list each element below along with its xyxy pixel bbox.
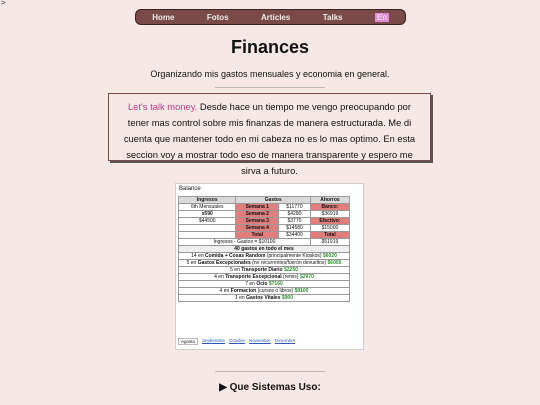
cell: $34400 bbox=[279, 232, 311, 239]
count: 14 en bbox=[191, 253, 206, 259]
tab-diciembre[interactable]: Diciembre bbox=[274, 338, 296, 343]
nav-home[interactable]: Home bbox=[152, 12, 175, 22]
table-row bbox=[179, 288, 350, 295]
net-balance: Ingresos - Gastos = $10100 bbox=[179, 239, 311, 246]
tab-octubre[interactable]: Octubre bbox=[229, 338, 246, 343]
divider bbox=[215, 371, 325, 372]
category: Gastos Excepcionales bbox=[197, 260, 251, 266]
cell: $44500 bbox=[179, 218, 236, 225]
count: 4 en bbox=[214, 274, 226, 280]
cell: 6th Mensuales bbox=[179, 204, 236, 211]
table-row bbox=[179, 218, 350, 225]
nav-articles[interactable]: Articles bbox=[260, 12, 291, 22]
top-nav bbox=[136, 10, 405, 24]
amount: $6000 bbox=[327, 260, 342, 266]
note: (no recurrentes/fuerón devueltos) bbox=[250, 260, 328, 266]
category: Gastos Vitales bbox=[246, 295, 281, 301]
cell: Semana 3 bbox=[236, 218, 279, 225]
divider bbox=[215, 87, 325, 88]
intro-accent: Let's talk money. bbox=[127, 101, 198, 112]
header-gastos: Gastos bbox=[236, 197, 310, 204]
tab-agosto[interactable]: Agosto bbox=[178, 338, 198, 345]
note: (principalmente Kioskos) bbox=[265, 253, 323, 259]
count: 5 en bbox=[186, 260, 198, 266]
cell: Semana 1 bbox=[236, 204, 279, 211]
table-row bbox=[179, 225, 350, 232]
net-total: $51919 bbox=[310, 239, 349, 246]
cell bbox=[179, 232, 236, 239]
intro-text: Desde hace un tiempo me vengo preocupando por tener mas control sobre mis finanzas de manera estructurada. Me di cuenta que mantener todo en mi cabeza no es lo mas optimo. En esta seccion voy a mostrar todo eso de manera transparente y espero me sirva a futuro. bbox=[123, 101, 416, 176]
table-row bbox=[179, 281, 350, 288]
page-title: Finances bbox=[230, 37, 310, 57]
amount: $2250 bbox=[284, 267, 298, 273]
count: 5 en bbox=[230, 267, 242, 273]
tab-noviembre[interactable]: Noviembre bbox=[249, 338, 271, 343]
nav-talks[interactable]: Talks bbox=[322, 12, 343, 22]
table-row bbox=[179, 253, 350, 260]
cell: Total bbox=[236, 232, 279, 239]
cell: Efectivo: bbox=[310, 218, 349, 225]
nav-language-toggle[interactable]: En bbox=[377, 12, 387, 22]
cell: $3770 bbox=[279, 218, 311, 225]
note: (remis) bbox=[281, 274, 300, 280]
note: (cursos o libros) bbox=[256, 288, 295, 294]
cell: Total bbox=[310, 232, 349, 239]
count: 1 en bbox=[234, 295, 247, 301]
amount: $9100 bbox=[294, 288, 309, 294]
table-row bbox=[179, 260, 350, 267]
table-row bbox=[179, 274, 350, 281]
table-row bbox=[179, 267, 350, 274]
tab-septiembre[interactable]: Septiembre bbox=[202, 338, 226, 343]
cell: $4280 bbox=[279, 211, 311, 218]
count: 4 en bbox=[219, 288, 231, 294]
sheet-tabs bbox=[178, 338, 295, 345]
cell: $36919 bbox=[310, 211, 349, 218]
sheet-title: Balance bbox=[179, 186, 201, 192]
amount: $2970 bbox=[299, 274, 314, 280]
table-row bbox=[179, 295, 350, 302]
table-row bbox=[179, 232, 350, 239]
header-ahorros: Ahorros bbox=[310, 197, 349, 204]
cell: $11770 bbox=[279, 204, 311, 211]
category: Ocio bbox=[256, 281, 268, 287]
amount: $900 bbox=[281, 295, 293, 301]
count: 7 en bbox=[245, 281, 257, 287]
cell: $14580 bbox=[279, 225, 311, 232]
category: Formacion bbox=[230, 288, 257, 294]
nav-fotos[interactable]: Fotos bbox=[206, 12, 229, 22]
cell bbox=[179, 225, 236, 232]
amount: $6020 bbox=[322, 253, 337, 259]
balance-table bbox=[178, 196, 350, 302]
stray-char: > bbox=[1, 0, 6, 7]
cell: x590 bbox=[179, 211, 236, 218]
amount: $7160 bbox=[268, 281, 283, 287]
page-subtitle: Organizando mis gastos mensuales y economia en general. bbox=[150, 69, 390, 79]
cell: Semana 4 bbox=[236, 225, 279, 232]
table-row bbox=[179, 204, 350, 211]
category: Transporte Diario bbox=[241, 267, 283, 273]
cell: Semana 2 bbox=[236, 211, 279, 218]
cell: $15000 bbox=[310, 225, 349, 232]
category: Comida + Cosas Random bbox=[205, 253, 266, 259]
details-summary[interactable]: ▶ Que Sistemas Uso: bbox=[219, 382, 321, 393]
gastos-title: 40 gastos en todo el mes bbox=[179, 246, 350, 253]
table-row bbox=[179, 211, 350, 218]
header-ingresos: Ingresos bbox=[179, 197, 236, 204]
intro-box bbox=[108, 93, 431, 176]
table-row bbox=[179, 239, 350, 246]
category: Transporte Excepcional bbox=[225, 274, 282, 280]
balance-spreadsheet[interactable] bbox=[175, 183, 364, 350]
cell: Banco: bbox=[310, 204, 349, 211]
